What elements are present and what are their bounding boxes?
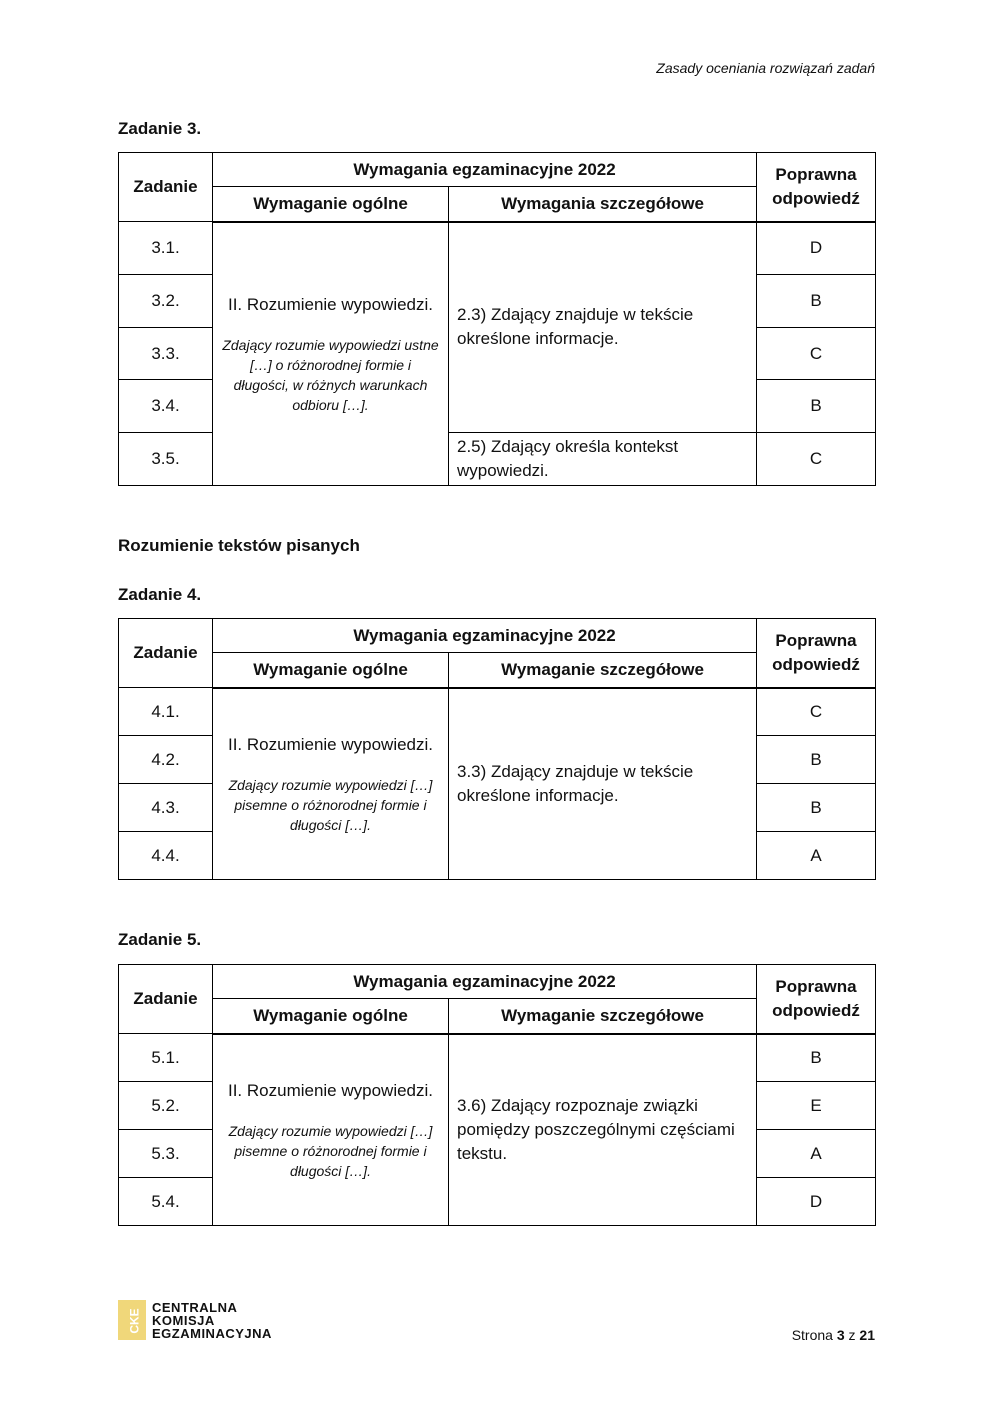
answer-header: Poprawna odpowiedź	[757, 153, 876, 222]
detailed-requirement: 3.3) Zdający znajduje w tekście określone informacje.	[449, 688, 757, 880]
detailed-requirement: 2.3) Zdający znajduje w tekście określone informacje.	[449, 222, 757, 433]
task-number: 3.4.	[119, 380, 213, 433]
answer: B	[757, 275, 876, 328]
page-number: Strona 3 z 21	[791, 1327, 875, 1343]
task5-table	[118, 964, 876, 1226]
detailed-header: Wymaganie szczegółowe	[449, 999, 757, 1034]
general-requirement: II. Rozumienie wypowiedzi. Zdający rozumie wypowiedzi ustne […] o różnorodnej formie i długości, w różnych warunkach odbioru […].	[213, 222, 449, 486]
task-number: 4.3.	[119, 784, 213, 832]
answer-header: Poprawna odpowiedź	[757, 965, 876, 1034]
task-number: 5.3.	[119, 1130, 213, 1178]
answer-header: Poprawna odpowiedź	[757, 619, 876, 688]
answer: B	[757, 380, 876, 433]
cke-logo-text: CENTRALNA KOMISJA EGZAMINACYJNA	[152, 1299, 272, 1341]
task-number: 3.2.	[119, 275, 213, 328]
answer: B	[757, 784, 876, 832]
task3-table	[118, 152, 876, 486]
general-header: Wymaganie ogólne	[213, 187, 449, 222]
task-header: Zadanie	[119, 153, 213, 222]
task-header: Zadanie	[119, 965, 213, 1034]
answer: B	[757, 1034, 876, 1082]
task-number: 3.1.	[119, 222, 213, 275]
task-number: 4.1.	[119, 688, 213, 736]
task4-table	[118, 618, 876, 880]
cke-logo-icon: CKE	[118, 1300, 146, 1340]
task-number: 3.5.	[119, 433, 213, 486]
answer: A	[757, 1130, 876, 1178]
general-header: Wymaganie ogólne	[213, 653, 449, 688]
task-number: 5.1.	[119, 1034, 213, 1082]
task-number: 5.2.	[119, 1082, 213, 1130]
answer: A	[757, 832, 876, 880]
task-header: Zadanie	[119, 619, 213, 688]
requirements-header: Wymagania egzaminacyjne 2022	[213, 619, 757, 653]
requirements-header: Wymagania egzaminacyjne 2022	[213, 965, 757, 999]
header-note: Zasady oceniania rozwiązań zadań	[656, 60, 875, 76]
answer: B	[757, 736, 876, 784]
general-requirement: II. Rozumienie wypowiedzi. Zdający rozumie wypowiedzi […] pisemne o różnorodnej formie i długości […].	[213, 688, 449, 880]
cke-logo	[118, 1300, 272, 1340]
task-number: 3.3.	[119, 328, 213, 380]
detailed-requirement: 2.5) Zdający określa kontekst wypowiedzi.	[449, 433, 757, 486]
requirements-header: Wymagania egzaminacyjne 2022	[213, 153, 757, 187]
general-header: Wymaganie ogólne	[213, 999, 449, 1034]
task-number: 4.4.	[119, 832, 213, 880]
task3-title: Zadanie 3.	[118, 119, 202, 138]
detailed-requirement: 3.6) Zdający rozpoznaje związki pomiędzy poszczególnymi częściami tekstu.	[449, 1034, 757, 1226]
detailed-header: Wymagania szczegółowe	[449, 187, 757, 222]
task-number: 5.4.	[119, 1178, 213, 1226]
answer: D	[757, 222, 876, 275]
answer: E	[757, 1082, 876, 1130]
answer: D	[757, 1178, 876, 1226]
task-number: 4.2.	[119, 736, 213, 784]
task5-title: Zadanie 5.	[118, 930, 202, 949]
detailed-header: Wymaganie szczegółowe	[449, 653, 757, 688]
answer: C	[757, 688, 876, 736]
section-title: Rozumienie tekstów pisanych	[118, 536, 360, 555]
answer: C	[757, 328, 876, 380]
task4-title: Zadanie 4.	[118, 585, 202, 604]
general-requirement: II. Rozumienie wypowiedzi. Zdający rozumie wypowiedzi […] pisemne o różnorodnej formie i długości […].	[213, 1034, 449, 1226]
answer: C	[757, 433, 876, 486]
